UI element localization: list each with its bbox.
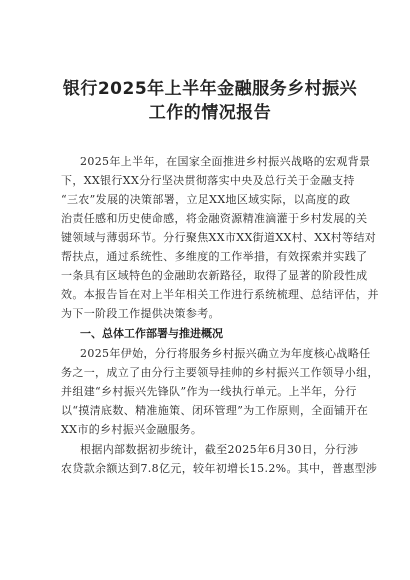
- paragraph1-line: 下，XX银行XX分行坚决贯彻落实中央及总行关于金融支持: [61, 174, 355, 187]
- paragraph2-line: 务之一，成立了由分行主要领导挂帅的乡村振兴工作领导小组，: [61, 366, 379, 379]
- paragraph2-line: 2025年伊始，分行将服务乡村振兴确立为年度核心战略任: [80, 347, 371, 360]
- paragraph1-line: 一条具有区域特色的金融助农新路径，取得了显著的阶段性成: [61, 269, 368, 282]
- report-title-line2: 工作的情况报告: [148, 103, 272, 123]
- paragraph1-line: “三农”发展的决策部署，立足XX地区域实际，以高度的政: [61, 193, 351, 206]
- paragraph1-line: 效。本报告旨在对上半年相关工作进行系统梳理、总结评估，并: [61, 288, 379, 301]
- section-heading: 一、总体工作部署与推进概况: [80, 327, 223, 340]
- paragraph1-line: 为下一阶段工作提供决策参考。: [61, 307, 220, 320]
- paragraph3-line: 根据内部数据初步统计，截至2025年6月30日，分行涉: [80, 443, 359, 456]
- paragraph2-line: 以“摸清底数、精准施策、闭环管理”为工作原则，全面铺开在: [61, 404, 369, 417]
- paragraph3-line: 农贷款余额达到7.8亿元，较年初增长15.2%。其中，普惠型涉: [61, 462, 378, 475]
- paragraph1-line: 治责任感和历史使命感，将金融资源精准滴灌于乡村发展的关: [61, 212, 368, 225]
- paragraph1-line: 2025年上半年，在国家全面推进乡村振兴战略的宏观背景: [80, 155, 371, 168]
- paragraph2-line: XX市的乡村振兴金融服务。: [61, 423, 203, 436]
- paragraph2-line: 并组建“乡村振兴先锋队”作为一线执行单元。上半年，分行: [61, 385, 357, 398]
- paragraph1-line: 帮扶点，通过系统性、多维度的工作举措，有效探索并实践了: [61, 250, 368, 263]
- report-title-line1: 银行2025年上半年金融服务乡村振兴: [62, 79, 358, 99]
- paragraph1-line: 键领域与薄弱环节。分行聚焦XX市XX街道XX村、XX村等结对: [61, 231, 377, 244]
